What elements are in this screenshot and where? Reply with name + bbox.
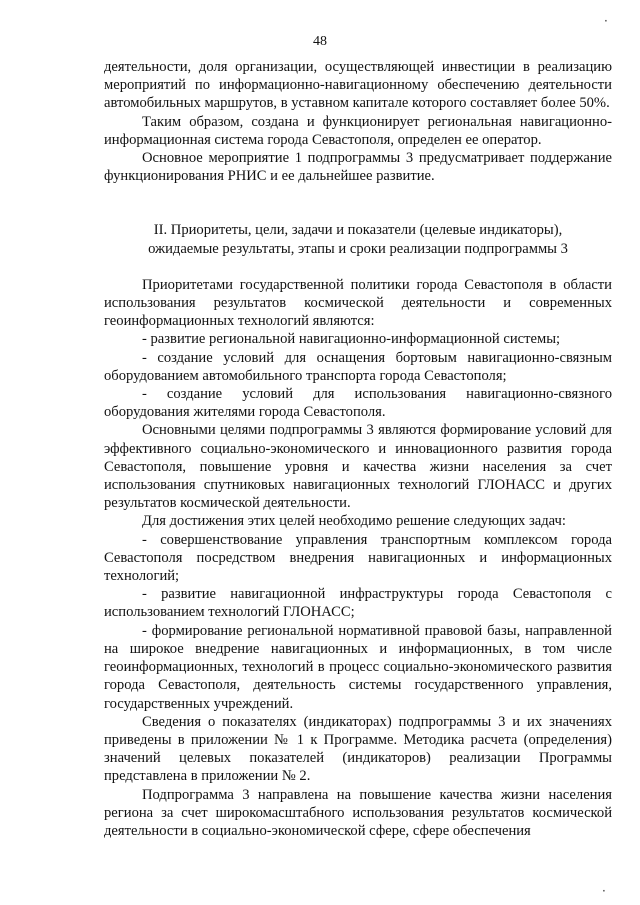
scan-mark-top: · — [604, 14, 608, 28]
list-item: - создание условий для оснащения бортовым навигационно-связным оборудованием автомобильного транспорта города Севастополя; — [104, 349, 612, 384]
list-item: - развитие региональной навигационно-информационной системы; — [142, 331, 561, 348]
list-item: - создание условий для использования навигационно-связного оборудования жителями города Севастополя. — [104, 386, 612, 421]
paragraph: Основными целями подпрограммы 3 являются формирование условий для эффективного социально-экономического и инновационного развития города Севастополя, повышение уровня и качества жизни населения за счет использования спутниковых навигационных технологий ГЛОНАСС и других результатов космической деятельности. — [104, 422, 612, 512]
list-item: - формирование региональной нормативной правовой базы, направленной на широкое внедрение навигационных и информационных, в том числе геоинформационных, технологий в процесс социально-экономического развития города Севастополя, деятельность системы государственного управления, государственных учреждений. — [104, 622, 612, 712]
document-body — [104, 58, 612, 840]
paragraph: Подпрограмма 3 направлена на повышение качества жизни населения региона за счет широкомасштабного использования результатов космической деятельности в социально-экономической сфере, сфере обеспечения — [104, 786, 612, 839]
section-heading-line: ожидаемые результаты, этапы и сроки реализации подпрограммы 3 — [148, 240, 568, 257]
paragraph: Основное мероприятие 1 подпрограммы 3 предусматривает поддержание функционирования РНИС и ее дальнейшее развитие. — [104, 150, 612, 185]
paragraph: Для достижения этих целей необходимо решение следующих задач: — [142, 513, 566, 530]
paragraph: Приоритетами государственной политики города Севастополя в области использования результатов космической деятельности и современных геоинформационных технологий являются: — [104, 276, 612, 330]
paragraph: деятельности, доля организации, осуществляющей инвестиции в реализацию мероприятий по информационно-навигационному обеспечению деятельности автомобильных маршрутов, в уставном капитале которого составляет более 50%. — [104, 59, 612, 112]
scan-mark-bottom: · — [602, 884, 606, 898]
list-item: - развитие навигационной инфраструктуры города Севастополя с использованием технологий ГЛОНАСС; — [104, 586, 612, 621]
page-number: 48 — [313, 34, 327, 49]
list-item: - совершенствование управления транспортным комплексом города Севастополя посредством внедрения навигационных и информационных технологий; — [104, 531, 612, 585]
section-heading — [104, 221, 612, 257]
section-heading-line: II. Приоритеты, цели, задачи и показатели (целевые индикаторы), — [153, 222, 563, 239]
paragraph: Сведения о показателях (индикаторах) подпрограммы 3 и их значениях приведены в приложении № 1 к Программе. Методика расчета (определения) значений целевых показателей (индикаторов) реализации Программы представлена в приложении № 2. — [104, 713, 612, 785]
paragraph: Таким образом, создана и функционирует региональная навигационно-информационная система города Севастополя, определен ее оператор. — [104, 113, 612, 148]
